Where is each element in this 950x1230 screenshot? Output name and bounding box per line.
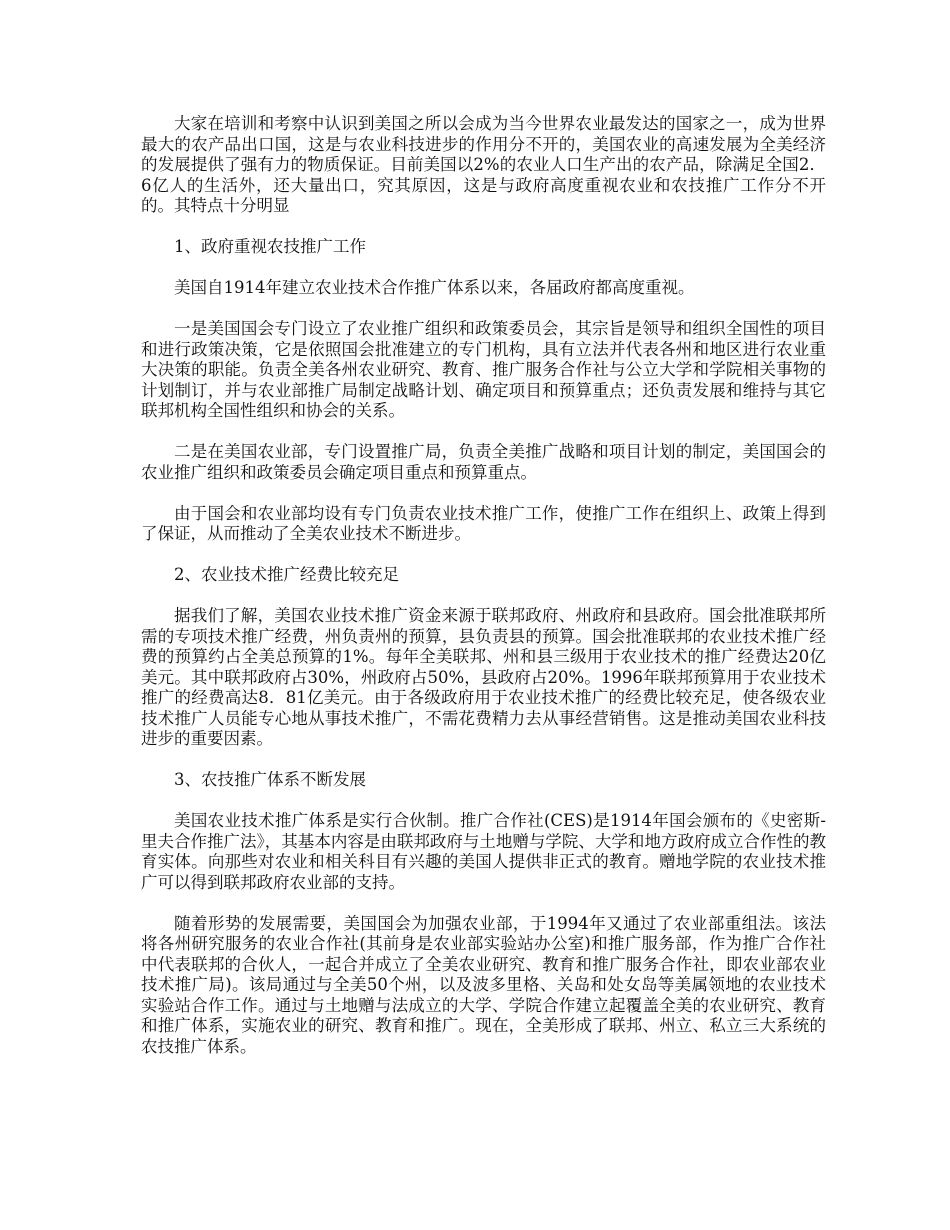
body-paragraph: 据我们了解，美国农业技术推广资金来源于联邦政府、州政府和县政府。国会批准联邦所需的专项技术推广经费，州负责州的预算，县负责县的预算。国会批准联邦的农业技术推广经费的预算约占全美总预算的1%。每年全美联邦、州和县三级用于农业技术的推广经费达20亿美元。其中联邦政府占30%，州政府占50%，县政府占20%。1996年联邦预算用于农业技术推广的经费高达8．81亿美元。由于各级政府用于农业技术推广的经费比较充足，使各级农业技术推广人员能专心地从事技术推广，不需花费精力去从事经营销售。这是推动美国农业科技进步的重要因素。 <box>141 606 826 748</box>
body-paragraph: 一是美国国会专门设立了农业推广组织和政策委员会，其宗旨是领导和组织全国性的项目和进行政策决策，它是依照国会批准建立的专门机构，具有立法并代表各州和地区进行农业重大决策的职能。负责全美各州农业研究、教育、推广服务合作社与公立大学和学院相关事物的计划制订，并与农业部推广局制定战略计划、确定项目和预算重点；还负责发展和维持与其它联邦机构全国性组织和协会的关系。 <box>141 319 826 420</box>
body-paragraph: 美国自1914年建立农业技术合作推广体系以来，各届政府都高度重视。 <box>174 278 695 297</box>
body-paragraph: 二是在美国农业部，专门设置推广局，负责全美推广战略和项目计划的制定，美国国会的农业推广组织和政策委员会确定项目重点和预算重点。 <box>141 442 826 482</box>
body-paragraph: 随着形势的发展需要，美国国会为加强农业部，于1994年又通过了农业部重组法。该法将各州研究服务的农业合作社(其前身是农业部实验站办公室)和推广服务部，作为推广合作社中代表联邦的合伙人，一起合并成立了全美农业研究、教育和推广服务合作社，即农业部农业技术推广局)。该局通过与全美50个州，以及波多里格、关岛和处女岛等美属领地的农业技术实验站合作工作。通过与土地赠与法成立的大学、学院合作建立起覆盖全美的农业研究、教育和推广体系，实施农业的研究、教育和推广。现在，全美形成了联邦、州立、私立三大系统的农技推广体系。 <box>141 913 826 1056</box>
section-heading-1: 1、政府重视农技推广工作 <box>174 237 366 256</box>
section-heading-3: 3、农技推广体系不断发展 <box>174 770 366 789</box>
document-body <box>141 114 826 1078</box>
body-paragraph: 美国农业技术推广体系是实行合伙制。推广合作社(CES)是1914年国会颁布的《史密斯-里夫合作推广法》，其基本内容是由联邦政府与土地赠与学院、大学和地方政府成立合作性的教育实体。向那些对农业和相关科目有兴趣的美国人提供非正式的教育。赠地学院的农业技术推广可以得到联邦政府农业部的支持。 <box>141 811 826 892</box>
intro-paragraph: 大家在培训和考察中认识到美国之所以会成为当今世界农业最发达的国家之一，成为世界最大的农产品出口国，这是与农业科技进步的作用分不开的，美国农业的高速发展为全美经济的发展提供了强有力的物质保证。目前美国以2%的农业人口生产出的农产品，除满足全国2．6亿人的生活外，还大量出口，究其原因，这是与政府高度重视农业和农技推广工作分不开的。其特点十分明显 <box>141 114 826 215</box>
body-paragraph: 由于国会和农业部均设有专门负责农业技术推广工作，使推广工作在组织上、政策上得到了保证，从而推动了全美农业技术不断进步。 <box>141 503 826 543</box>
section-heading-2: 2、农业技术推广经费比较充足 <box>174 565 399 584</box>
